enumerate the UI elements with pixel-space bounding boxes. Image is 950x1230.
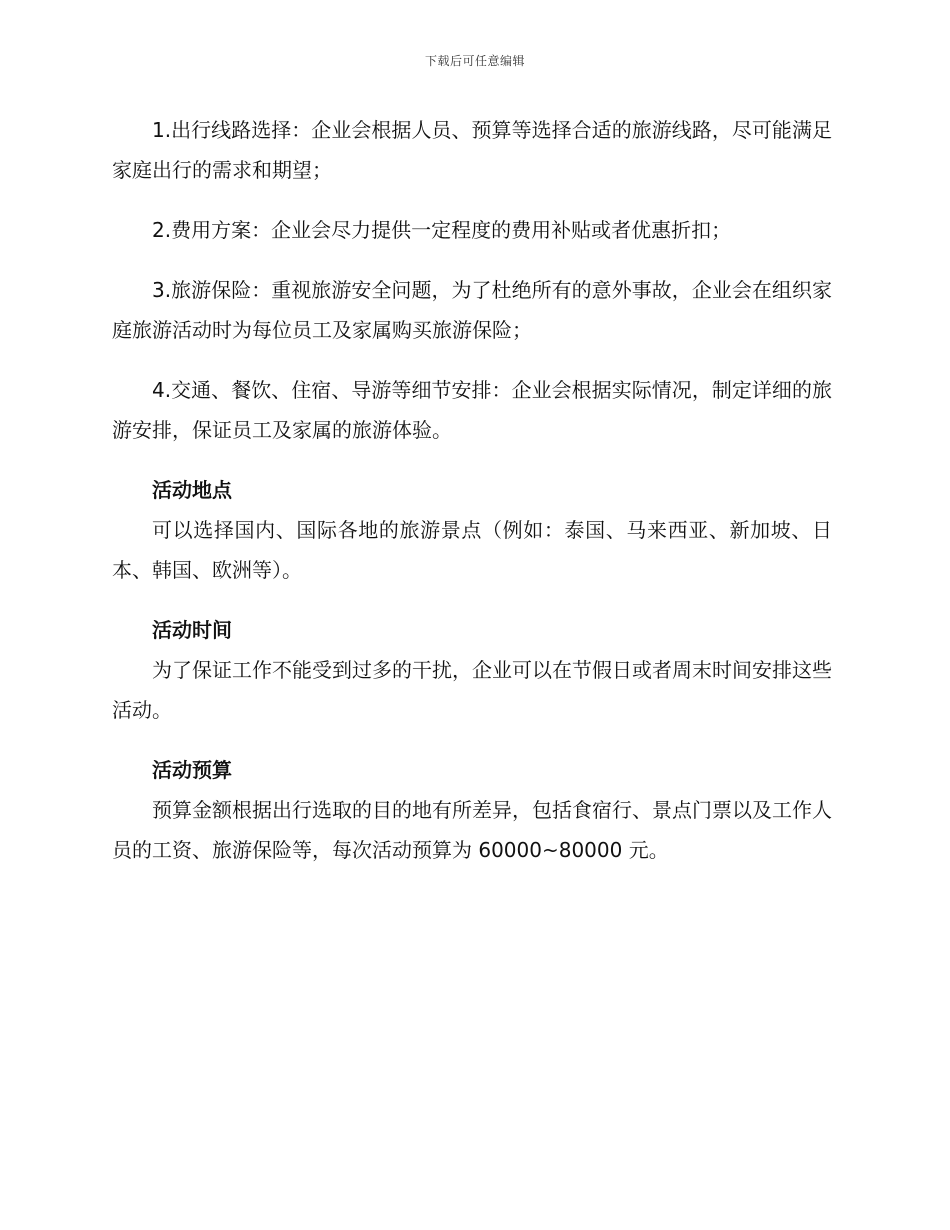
document-body bbox=[112, 110, 832, 870]
time-heading: 活动时间 bbox=[152, 618, 232, 642]
item-arrangements: 4.交通、餐饮、住宿、导游等细节安排：企业会根据实际情况，制定详细的旅游安排，保证员工及家属的旅游体验。 bbox=[112, 378, 832, 442]
time-text: 为了保证工作不能受到过多的干扰，企业可以在节假日或者周末时间安排这些活动。 bbox=[112, 658, 832, 722]
item-cost: 2.费用方案：企业会尽力提供一定程度的费用补贴或者优惠折扣； bbox=[152, 218, 732, 242]
item-insurance: 3.旅游保险：重视旅游安全问题，为了杜绝所有的意外事故，企业会在组织家庭旅游活动时为每位员工及家属购买旅游保险； bbox=[112, 278, 832, 342]
budget-text: 预算金额根据出行选取的目的地有所差异，包括食宿行、景点门票以及工作人员的工资、旅游保险等，每次活动预算为 60000~80000 元。 bbox=[112, 798, 832, 862]
location-heading: 活动地点 bbox=[152, 478, 232, 502]
page-header: 下载后可任意编辑 bbox=[424, 54, 525, 68]
budget-heading: 活动预算 bbox=[152, 758, 232, 782]
location-text: 可以选择国内、国际各地的旅游景点（例如：泰国、马来西亚、新加坡、日本、韩国、欧洲等）。 bbox=[112, 518, 832, 582]
item-route: 1.出行线路选择：企业会根据人员、预算等选择合适的旅游线路，尽可能满足家庭出行的需求和期望； bbox=[112, 118, 832, 182]
